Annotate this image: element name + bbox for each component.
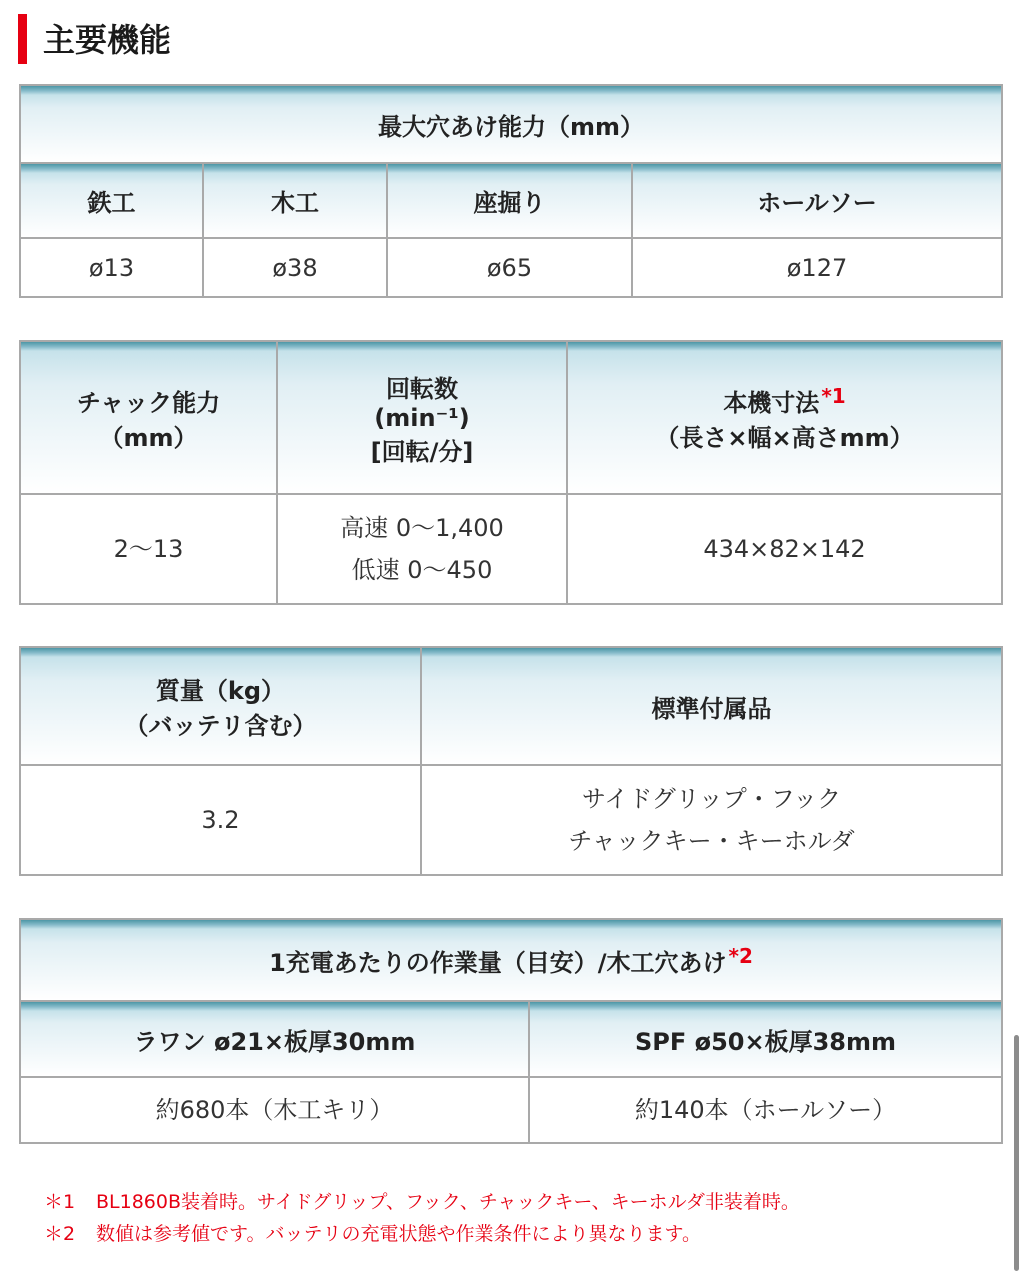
rpm-unit-jp: [回転/分] (370, 437, 474, 466)
chuck-capacity-label: チャック能力 (76, 388, 221, 417)
header-counterbore: 座掘り (387, 163, 632, 238)
mass-label: 質量（kg） (155, 677, 286, 705)
header-spf: SPF ø50×板厚38mm (529, 1001, 1002, 1077)
value-rpm (277, 494, 567, 604)
header-lauan: ラワン ø21×板厚30mm (20, 1001, 529, 1077)
rpm-high: 高速 0～1,400 (340, 514, 504, 542)
chuck-capacity-unit: （mm） (99, 423, 198, 452)
value-holesaw: ø127 (632, 238, 1002, 297)
rpm-label: 回転数 (386, 374, 458, 403)
scrollbar[interactable] (1014, 1035, 1019, 1271)
footnote-1 (44, 1186, 800, 1218)
header-rpm (277, 341, 567, 494)
drilling-capacity-title: 最大穴あけ能力（mm） (20, 85, 1002, 163)
footnotes (44, 1186, 800, 1250)
header-steel: 鉄工 (20, 163, 203, 238)
accessories-line2: チャックキー・キーホルダ (568, 827, 855, 855)
value-mass: 3.2 (20, 765, 421, 875)
value-spf: 約140本（ホールソー） (529, 1077, 1002, 1143)
footnote-2-mark: ＊2 (44, 1223, 76, 1245)
dimensions-label: 本機寸法 (723, 388, 820, 417)
chuck-rpm-size-table (19, 340, 1003, 605)
footnote-2 (44, 1218, 800, 1250)
mass-note: （バッテリ含む） (124, 712, 317, 740)
note-marker-1: *1 (821, 383, 846, 408)
value-lauan: 約680本（木工キリ） (20, 1077, 529, 1143)
footnote-1-mark: ＊1 (44, 1191, 76, 1213)
header-accessories: 標準付属品 (421, 647, 1002, 765)
header-chuck-capacity (20, 341, 277, 494)
value-dimensions: 434×82×142 (567, 494, 1002, 604)
value-chuck-capacity: 2～13 (20, 494, 277, 604)
header-holesaw: ホールソー (632, 163, 1002, 238)
accessories-line1: サイドグリップ・フック (581, 785, 842, 813)
dimensions-unit: （長さ×幅×高さmm） (655, 423, 914, 452)
footnote-2-text: 数値は参考値です。バッテリの充電状態や作業条件により異なります。 (96, 1223, 701, 1245)
value-accessories (421, 765, 1002, 875)
header-dimensions (567, 341, 1002, 494)
rpm-unit: (min⁻¹) (374, 403, 470, 432)
note-marker-2: *2 (728, 943, 753, 968)
work-amount-title: 1充電あたりの作業量（目安）/木工穴あけ (269, 948, 727, 977)
section-title: 主要機能 (18, 14, 171, 64)
value-steel: ø13 (20, 238, 203, 297)
mass-accessories-table (19, 646, 1003, 876)
value-counterbore: ø65 (387, 238, 632, 297)
drilling-capacity-table (19, 84, 1003, 298)
header-mass (20, 647, 421, 765)
value-wood: ø38 (203, 238, 387, 297)
footnote-1-text: BL1860B装着時。サイドグリップ、フック、チャックキー、キーホルダ非装着時。 (96, 1191, 800, 1213)
header-wood: 木工 (203, 163, 387, 238)
rpm-low: 低速 0～450 (351, 556, 493, 584)
work-amount-title-cell (20, 919, 1002, 1001)
work-amount-table (19, 918, 1003, 1144)
